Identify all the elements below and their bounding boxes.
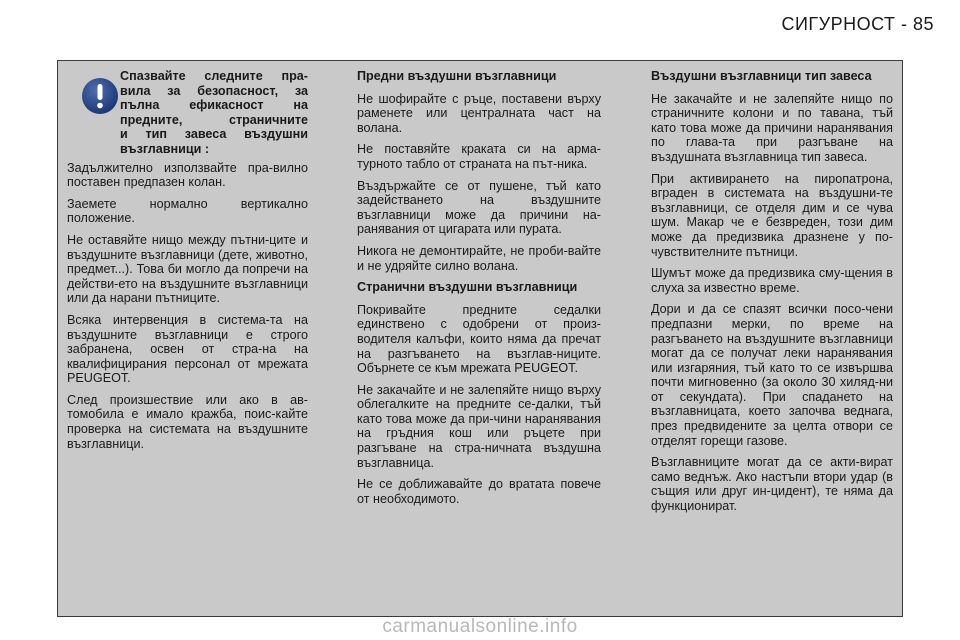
paragraph: При активирането на пиропатрона, вграден в системата на въздушни-те възглавници, се отделя дим и се чува шум. Макар че е безвреден, този дим може да предизвика дразнене у по-чувствителните пътници.	[651, 171, 893, 259]
warning-title-line: пълна ефикасност на	[120, 98, 308, 113]
page-title: СИГУРНОСТ - 85	[781, 14, 934, 34]
paragraph: Въздържайте се от пушене, тъй като задействането на въздушните възглавници може да причини на-ранявания от цигарата или пурата.	[357, 178, 601, 237]
warning-title	[120, 69, 308, 157]
column-front-side-airbags	[357, 69, 601, 513]
paragraph: Всяка интервенция в система-та на въздушните възглавници е строго забранена, освен от стра-на на квалифицирания персонал от мрежата PEUGEOT.	[67, 312, 308, 386]
watermark: carmanualsonline.info	[382, 616, 578, 637]
paragraph: Не закачайте и не залепяйте нищо върху облегалките на предните се-далки, тъй като това може да при-чини наранявания на гръдния кош или ръцете при разгъване на стра-ничната въздушна възглавница.	[357, 382, 601, 470]
paragraph: Заемете нормално вертикално положение.	[67, 196, 308, 226]
paragraph: След произшествие или ако в ав-томобила е имало кражба, поис-кайте проверка на системата на въздушните възглавници.	[67, 392, 308, 451]
paragraph: Възглавниците могат да се акти-вират само веднъж. Ако настъпи втори удар (в същия или друг ин-цидент), те няма да функционират.	[651, 455, 893, 514]
warning-title-line: предните, страничните	[120, 112, 308, 127]
column-safety-rules	[67, 69, 308, 458]
section-heading-curtain-airbags: Въздушни възглавници тип завеса	[651, 69, 872, 83]
paragraph: Не поставяйте краката си на арма-турното табло от страната на път-ника.	[357, 142, 601, 171]
warning-title-line: и тип завеса въздушни	[120, 127, 308, 142]
section-heading-front-airbags: Предни въздушни възглавници	[357, 69, 557, 83]
paragraph: Дори и да се спазят всички посо-чени предпазни мерки, по време на разгъването на въздушните възглавници могат да се получат леки наранявания или изгаряния, тъй като то се извършва почти мигновенно (за около 30 хиляд-ни от секундата). При спадането на възглавницата, което започва веднага, през предвидените за целта отвори се отделят горещи газове.	[651, 302, 893, 448]
warning-block	[67, 69, 308, 157]
warning-title-line: вила за безопасност, за	[120, 83, 308, 98]
paragraph: Не оставяйте нищо между пътни-ците и въздушните възглавници (дете, животно, предмет...). Това би могло да попречи на действи-ето на въздушните възглавници или да нарани пътниците.	[67, 232, 308, 306]
paragraph: Покривайте предните седалки единствено с одобрени от произ-водителя калъфи, които няма да пречат на разгъването на възглав-ниците. Обърнете се към мрежата PEUGEOT.	[357, 302, 601, 376]
paragraph: Никога не демонтирайте, не проби-вайте и не удряйте силно волана.	[357, 243, 601, 273]
paragraph: Шумът може да предизвика сму-щения в слуха за известно време.	[651, 266, 893, 295]
paragraph: Не закачайте и не залепяйте нищо по страничните колони и по тавана, тъй като това може да причини наранявания по глава-та при разгъване на въздушната възглавница тип завеса.	[651, 91, 893, 164]
paragraph: Не шофирайте с ръце, поставени върху раменете или централната част на волана.	[357, 91, 601, 135]
content-panel	[57, 60, 903, 617]
section-heading-side-airbags: Странични въздушни възглавници	[357, 280, 578, 295]
column-curtain-airbags	[651, 69, 893, 521]
paragraph: Задължително използвайте пра-вилно поставен предпазен колан.	[67, 160, 308, 190]
paragraph: Не се доближавайте до вратата повече от необходимото.	[357, 477, 601, 506]
warning-title-line: Спазвайте следните пра-	[120, 69, 308, 83]
warning-title-line: възглавници :	[120, 141, 210, 156]
exclamation-icon	[81, 77, 119, 115]
